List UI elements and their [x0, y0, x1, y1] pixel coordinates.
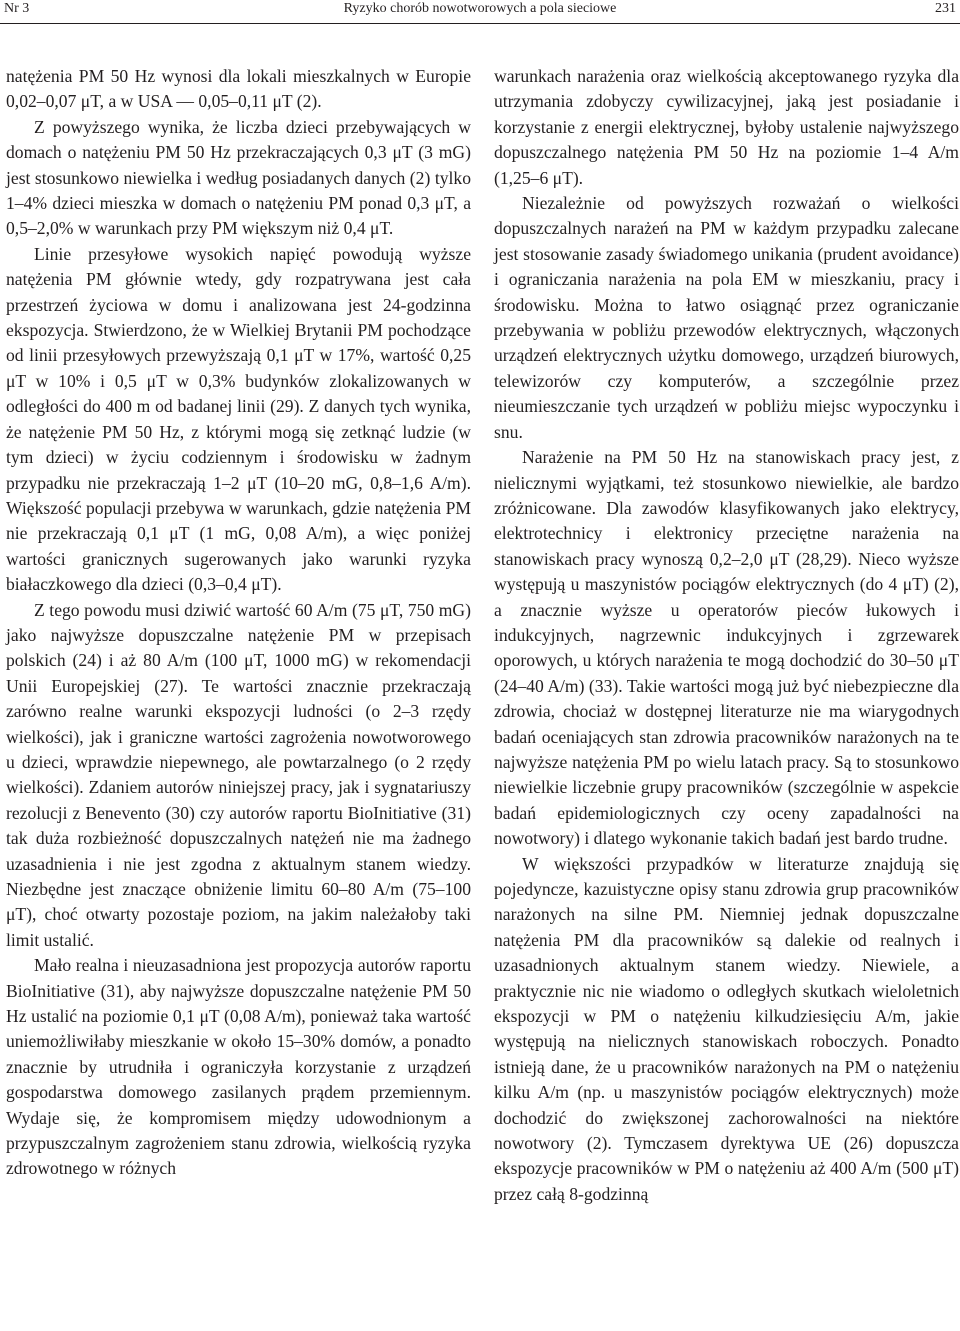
- page-number: 231: [935, 1, 956, 16]
- paragraph: natężenia PM 50 Hz wynosi dla lokali mieszkalnych w Europie 0,02–0,07 μT, a w USA — 0,05–0,11 μT (2).: [6, 66, 471, 112]
- paragraph: warunkach narażenia oraz wielkością akceptowanego ryzyka dla utrzymania zdobyczy cywilizacyjnej, jaką jest posiadanie i korzystanie z energii elektrycznej, byłoby ustalenie najwyższego dopuszczalnego natężenia PM 50 Hz na poziomie 1–4 A/m (1,25–6 μT).: [494, 66, 959, 188]
- paragraph: Z powyższego wynika, że liczba dzieci przebywających w domach o natężeniu PM 50 Hz przekraczających 0,3 μT (3 mG) jest stosunkowo niewielka i według posiadanych danych (2) tylko 1–4% dzieci mieszka w domach o natężeniu PM ponad 0,3 μT, a 0,5–2,0% w warunkach przy PM większym niż 0,4 μT.: [6, 116, 471, 239]
- header-rule: [0, 23, 960, 24]
- paragraph: Linie przesyłowe wysokich napięć powodują wyższe natężenia PM głównie wtedy, gdy rozpatrywana jest cała przestrzeń życiowa w domu i analizowana jest 24-godzinna ekspozycja. Stwierdzono, że w Wielkiej Brytanii PM pochodzące od linii przesyłowych przewyższają 0,1 μT w 17%, wartość 0,25 μT w 10% i 0,5 μT w 0,3% budynków zlokalizowanych w odległości do 400 m od badanej linii (29). Z danych tych wynika, że natężenie PM 50 Hz, z którymi mogą się zetknąć ludzie (w tym dzieci) w życiu codziennym i środowisku w żadnym przypadku nie przekraczają 1–2 μT (10–20 mG, 0,8–1,6 A/m). Większość populacji przebywa w warunkach, gdzie natężenia PM nie przekraczają 0,1 μT (1 mG, 0,08 A/m), a więc poniżej wartości granicznych sugerowanych jako warunki ryzyka białaczkowego dla dzieci (0,3–0,4 μT).: [6, 243, 471, 595]
- running-title: Ryzyko chorób nowotworowych a pola sieciowe: [343, 1, 617, 16]
- right-column: [494, 64, 959, 1207]
- issue-number: Nr 3: [4, 1, 30, 16]
- page-header: [4, 0, 956, 22]
- paragraph: Narażenie na PM 50 Hz na stanowiskach pracy jest, z nielicznymi wyjątkami, też stosunkowo niewielkie, ale bardzo zróżnicowane. Dla zawodów klasyfikowanych jako elektrycy, elektrotechnicy i elektronicy przeciętne narażenia na stanowiskach pracy wynoszą 0,2–2,0 μT (28,29). Nieco wyższe występują u maszynistów pociągów elektrycznych (do 4 μT) (2), a znacznie wyższe u operatorów pieców łukowych i indukcyjnych, nagrzewnic indukcyjnych i zgrzewarek oporowych, u których narażenia te mogą dochodzić do 30–50 μT (24–40 A/m) (33). Takie wartości mogą już być niebezpieczne dla zdrowia, chociaż w dostępnej literaturze nie ma wiarygodnych badań oceniających stan zdrowia pracowników narażonych na te najwyższe natężenia PM po wielu latach pracy. Są to stosunkowo niewielkie liczebnie grupy pracowników (szczególnie w aspekcie badań epidemiologicznych czy oceny zapadalności na nowotwory) i dlatego wykonanie takich badań jest bardo trudne.: [494, 447, 959, 849]
- left-column: [6, 64, 471, 1182]
- paragraph: Niezależnie od powyższych rozważań o wielkości dopuszczalnych narażeń na PM w każdym przypadku zalecane jest stosowanie zasady świadomego unikania (prudent avoidance) i ograniczania narażenia na pola EM w mieszkaniu, pracy i środowisku. Można to łatwo osiągnąć przez ograniczanie przebywania w pobliżu przewodów elektrycznych, włączonych urządzeń elektrycznych użytku domowego, urządzeń biurowych, telewizorów czy komputerów, a szczególnie przez nieumieszczanie tych urządzeń w pobliżu miejsc wypoczynku i snu.: [494, 193, 959, 442]
- paragraph: W większości przypadków w literaturze znajdują się pojedyncze, kazuistyczne opisy stanu zdrowia grup pracowników narażonych na silne PM. Niemniej jednak dopuszczalne natężenia PM dla pracowników są dalekie od realnych i uzasadnionych aktualnym stanem wiedzy. Niewiele, a praktycznie nic nie wiadomo o odległych skutkach wieloletnich ekspozycji w PM o natężeniu kilkudziesięciu A/m, jakie występują na nielicznych stanowiskach roboczych. Ponadto istnieją dane, że u pracowników narażonych na PM o natężeniu kilku A/m (np. u maszynistów pociągów elektrycznych) może dochodzić do zwiększonej zachorowalności na niektóre nowotwory (2). Tymczasem dyrektywa UE (26) dopuszcza ekspozycje pracowników w PM o natężeniu aż 400 A/m (500 μT) przez całą 8-godzinną: [494, 853, 959, 1204]
- paragraph: Z tego powodu musi dziwić wartość 60 A/m (75 μT, 750 mG) jako najwyższe dopuszczalne natężenie PM w przepisach polskich (24) i aż 80 A/m (100 μT, 1000 mG) w rekomendacji Unii Europejskiej (27). Te wartości znacznie przekraczają zarówno realne warunki ekspozycji ludności (o 2–3 rzędy wielkości), jak i graniczne wartości zagrożenia nowotworowego u dzieci, wprawdzie niepewnego, ale powtarzalnego (o 2 rzędy wielkości). Zdaniem autorów niniejszej pracy, jak i sygnatariuszy rezolucji z Benevento (30) czy autorów raportu BioInitiative (31) tak duża rozbieżność dopuszczalnych natężeń nie ma żadnego uzasadnienia i nie jest zgodna z aktualnym stanem wiedzy. Niezbędne jest znaczące obniżenie limitu 60–80 A/m (75–100 μT), choć otwarty pozostaje poziom, na jakim należałoby taki limit ustalić.: [6, 599, 471, 950]
- paragraph: Mało realna i nieuzasadniona jest propozycja autorów raportu BioInitiative (31), aby najwyższe dopuszczalne natężenie PM 50 Hz ustalić na poziomie 0,1 μT (0,08 A/m), ponieważ taka wartość uniemożliwiłaby mieszkanie w około 15–30% domów, a ponadto znacznie by utrudniła i ograniczyła korzystanie z urządzeń gospodarstwa domowego zasilanych prądem przemiennym. Wydaje się, że kompromisem między udowodnionym a przypuszczalnym zagrożeniem stanu zdrowia, wielkością ryzyka zdrowotnego w różnych: [6, 955, 471, 1179]
